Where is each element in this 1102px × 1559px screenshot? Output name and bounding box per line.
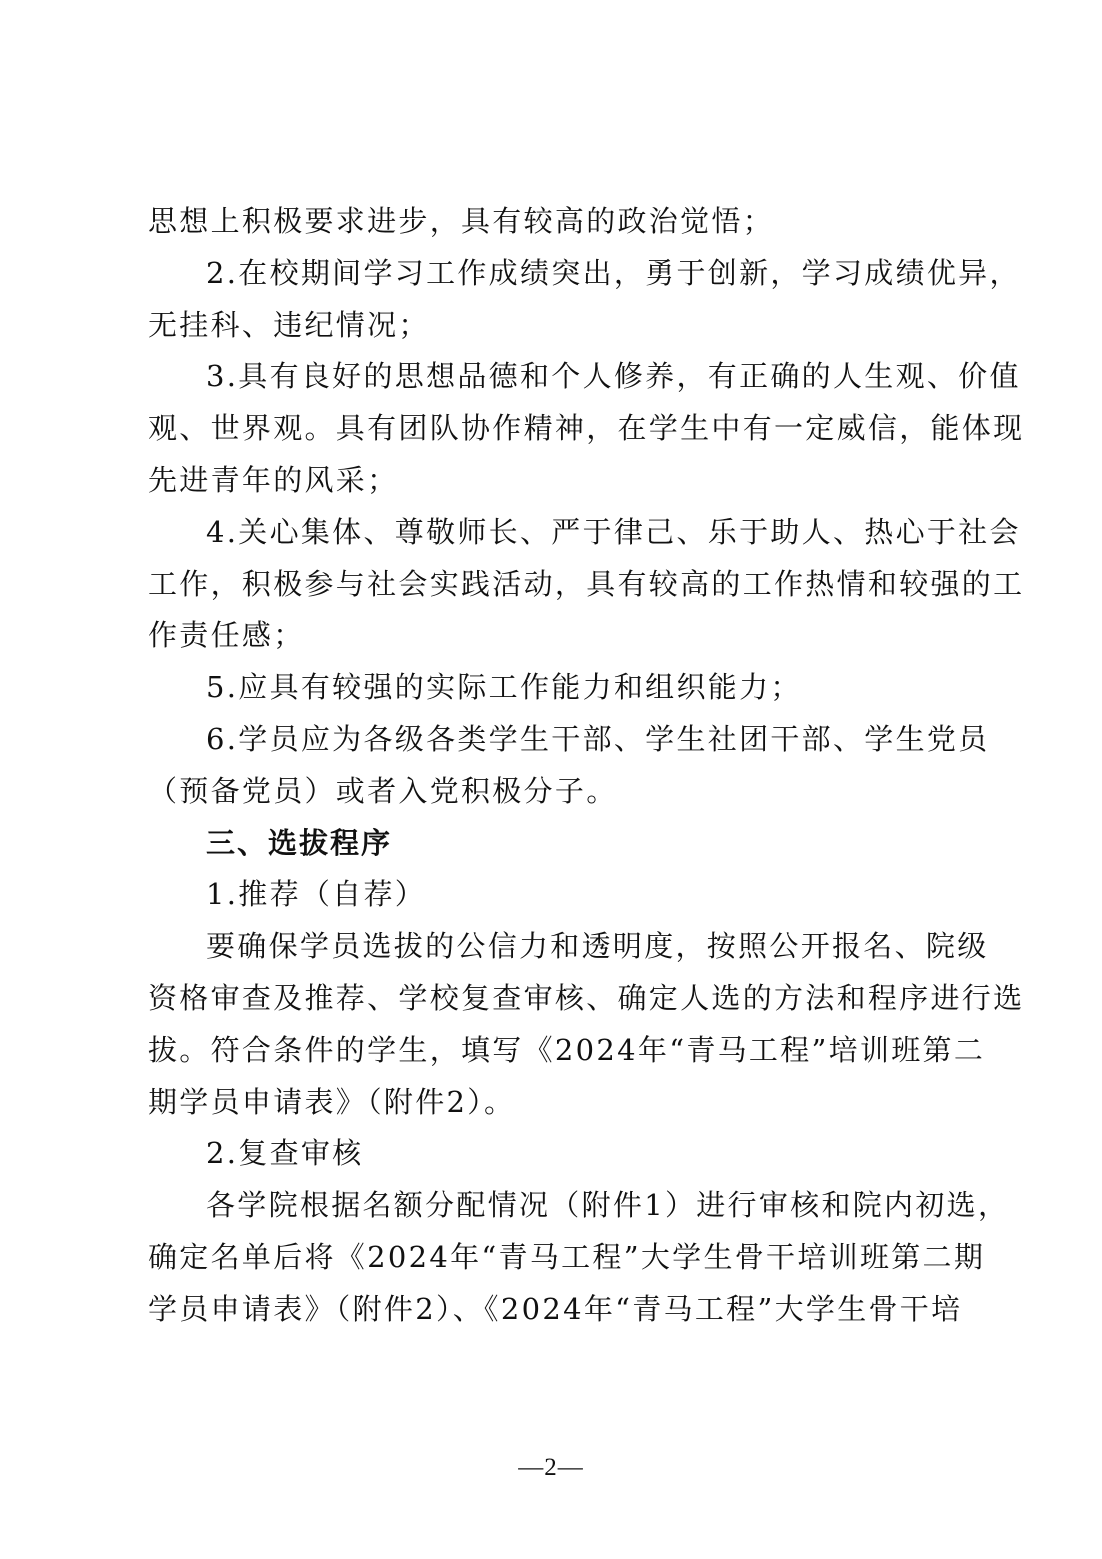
text-line: 确定名单后将《2024年“青马工程”大学生骨干培训班第二期 [148,1239,986,1274]
page-number: —2— [518,1454,584,1481]
text-line: 期学员申请表》（附件2）。 [148,1084,516,1119]
text-line: 拔。符合条件的学生，填写《2024年“青马工程”培训班第二 [148,1032,986,1067]
document-body [148,196,1025,1336]
text-line: 3.具有良好的思想品德和个人修养，有正确的人生观、价值 [206,359,1021,394]
text-line: 观、世界观。具有团队协作精神，在学生中有一定威信，能体现 [148,411,1025,446]
text-line: 各学院根据名额分配情况（附件1）进行审核和院内初选， [206,1188,1010,1223]
text-line: （预备党员）或者入党积极分子。 [148,773,618,808]
text-line: 资格审查及推荐、学校复查审核、确定人选的方法和程序进行选 [148,980,1025,1015]
text-line: 工作，积极参与社会实践活动，具有较高的工作热情和较强的工 [148,566,1025,601]
subsection-heading: 2.复查审核 [206,1136,364,1171]
text-line: 无挂科、违纪情况； [148,307,430,342]
text-line: 5.应具有较强的实际工作能力和组织能力； [206,670,802,705]
text-line: 作责任感； [148,618,305,653]
text-line: 2.在校期间学习工作成绩突出，勇于创新，学习成绩优异， [206,255,1021,290]
text-line: 4.关心集体、尊敬师长、严于律己、乐于助人、热心于社会 [206,514,1021,549]
text-line: 要确保学员选拔的公信力和透明度，按照公开报名、院级 [206,929,989,964]
text-line: 先进青年的风采； [148,462,399,497]
text-line: 学员申请表》（附件2）、《2024年“青马工程”大学生骨干培 [148,1291,963,1326]
section-heading: 三、选拔程序 [206,825,393,860]
subsection-heading: 1.推荐（自荐） [206,877,427,912]
text-line: 6.学员应为各级各类学生干部、学生社团干部、学生党员 [206,721,990,756]
text-line: 思想上积极要求进步，具有较高的政治觉悟； [148,204,775,238]
